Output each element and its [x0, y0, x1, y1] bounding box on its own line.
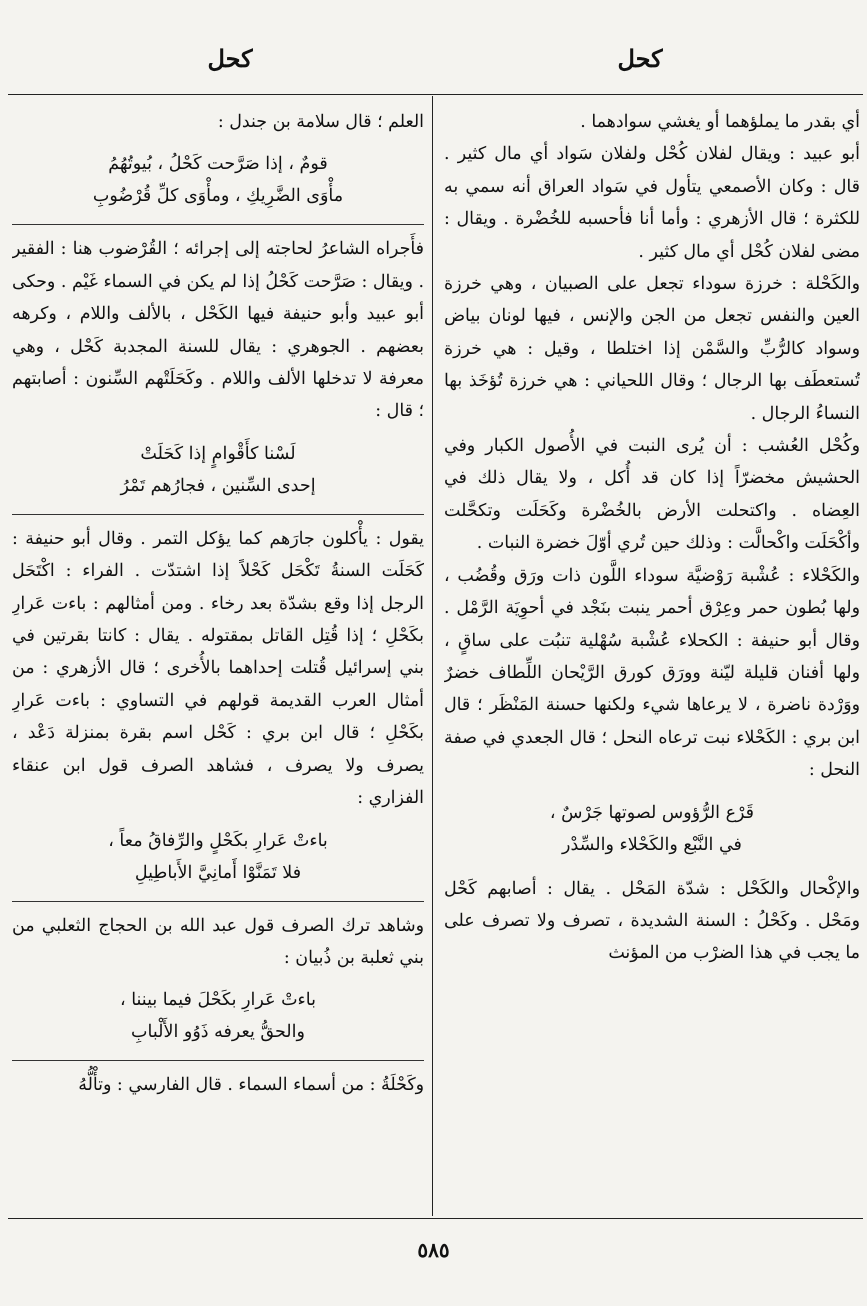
page-number: ٥٨٥ [417, 1238, 450, 1262]
entry-paragraph: أبو عبيد : ويقال لفلان كُحْل ولفلان سَواد أي مال كثير . قال : وكان الأصمعي يتأول في سَواد العراق أنه سمي به للكثرة ؛ قال الأزهري : وأما أنا فأحسبه للخُضْرة . ويقال : مضى لفلان كُحْل أي مال كثير . [444, 144, 860, 262]
entry-paragraph: العلم ؛ قال سلامة بن جندل : [217, 112, 424, 132]
verse [12, 148, 424, 212]
entry-paragraph: يقول : يأْكلون جارَهم كما يؤكل التمر . وقال أبو حنيفة : كَحَلَت السنةُ تَكْحَل كَحْلاً إذا اشتدّت . الفراء : اكْتَحَل الرجل إذا وقع بشدّة بعد رخاء . ومن أمثالهم : باءت عَرارِ بكَحْلِ ؛ إذا قُتِل القاتل بمقتوله . يقال : كانتا بقرتين في بني إسرائيل قُتلت إحداهما بالأُخرى ؛ قال الأزهري : من أمثال العرب القديمة قولهم في التساوي : باءت عَرارِ بكَحْلِ ؛ قال ابن بري : كَحْل اسم بقرة بمنزلة دَعْد ، يصرف ولا يصرف ، فشاهد الصرف قول ابن عنقاء الفزاري : [12, 528, 424, 809]
left-column [12, 106, 424, 1216]
section-separator [12, 224, 424, 225]
section-separator [12, 514, 424, 515]
section-separator [12, 1060, 424, 1061]
entry-paragraph: والكَحْلة : خرزة سوداء تجعل على الصبيان ، وهي خرزة العين والنفس تجعل من الجن والإنس ، فيها لونان بياض وسواد كالرُّبِّ والسَّمْن إذا اختلطا ، وقيل : هي خرزة تُستعطَف بها الرجال ؛ وقال اللحياني : هي خرزة تُؤخَذ بها النساءُ الرجال . [444, 274, 860, 424]
footer-rule [8, 1218, 863, 1219]
verse-line: في النَّبْع والكَحْلاء والسِّدْر [562, 834, 742, 855]
verse [12, 438, 424, 502]
verse-line: قَرْع الرُّؤوس لصوتها جَرْسٌ ، [549, 802, 755, 823]
entry-paragraph: أي بقدر ما يملؤهما أو يغشي سوادهما . [580, 112, 860, 132]
entry-paragraph: وكُحْل العُشب : أن يُرى النبت في الأُصول الكبار وفي الحشيش مخضرّاً إذا كان قد أُكل ، ولا يقال ذلك في العِضاه . واكتحلت الأرض بالخُضْرة وكَحَلَت وتكحَّلت وأكْحَلَت واكْحالَّت : وذلك حين تُري أوّلَ خضرة النبات . [444, 436, 860, 554]
entry-paragraph: والكَحْلاء : عُشْبة رَوْضيَّة سوداء اللَّون ذات ورَق وقُضُب ، ولها بُطون حمر وعِرْق أحمر ينبت بنَجْد في أحوِيَة الرَّمْل . وقال أبو حنيفة : الكحلاء عُشْبة سُهْلية تنبُت على ساقٍ ، ولها أفنان قليلة ليّنة وورَق كورق الرَّيْحان اللِّطاف خضرٌ ووَرْدة ناضرة ، لا يرعاها شيء ولكنها حسنة المَنْظَر ؛ قال ابن بري : الكَحْلاء نبت ترعاه النحل ؛ قال الجعدي في صفة النحل : [444, 565, 860, 781]
running-head-left: كحل [207, 44, 253, 73]
running-head-right: كحل [617, 44, 663, 73]
right-column [444, 106, 860, 1216]
verse [12, 825, 424, 889]
section-separator [12, 901, 424, 902]
verse-line: فلا تَمَنَّوْا أَمانِيَّ الأَباطِيلِ [134, 862, 302, 883]
header-rule [8, 94, 863, 95]
verse-line: لَسْنا كأَقْوامٍ إذا كَحَلَتْ [140, 443, 296, 464]
entry-paragraph: وكَحْلَةُ : من أسماء السماء . قال الفارسي : وتأْلُّهُ [78, 1075, 424, 1096]
column-divider [432, 96, 433, 1216]
verse-line: والحقُّ يعرفه ذَوُو الأَلْبابِ [131, 1022, 305, 1043]
entry-paragraph: وشاهد ترك الصرف قول عبد الله بن الحجاج الثعلبي من بني ثعلبة بن ذُبيان : [12, 915, 424, 968]
entry-paragraph: والإكْحال والكَحْل : شدّة المَحْل . يقال : أصابهم كَحْل ومَحْل . وكَحْلُ : السنة الشديدة ، تصرف ولا تصرف على ما يجب في هذا الضرْب من المؤنث [444, 878, 860, 964]
entry-paragraph: فأَجراه الشاعرُ لحاجته إلى إجرائه ؛ القُرْضوب هنا : الفقير . ويقال : صَرَّحت كَحْلُ إذا لم يكن في السماء غَيْم . وحكى أبو عبيد وأبو حنيفة فيها الكَحْل ، بالألف واللام ، وكرهه بعضهم . الجوهري : يقال للسنة المجدبة كَحْل ، وهي معرفة لا تدخلها الألف واللام . وكَحَلَتْهم السِّنون : أصابتهم ؛ قال : [12, 239, 424, 422]
verse-line: باءتْ عَرارِ بكَحْلَ فيما بيننا ، [119, 990, 316, 1011]
verse [12, 984, 424, 1048]
verse [444, 797, 860, 861]
verse-line: مأْوَى الضَّرِيكِ ، ومأْوَى كلِّ قُرْضُوبِ [92, 186, 344, 207]
verse-line: باءتْ عَرارِ بكَحْلٍ والرِّفاقُ معاً ، [108, 830, 328, 851]
verse-line: إحدى السِّنين ، فجارُهم تَمْرُ [120, 475, 316, 496]
verse-line: قومٌ ، إذا صَرَّحت كَحْلُ ، بُيوتُهُمُ [108, 154, 328, 175]
